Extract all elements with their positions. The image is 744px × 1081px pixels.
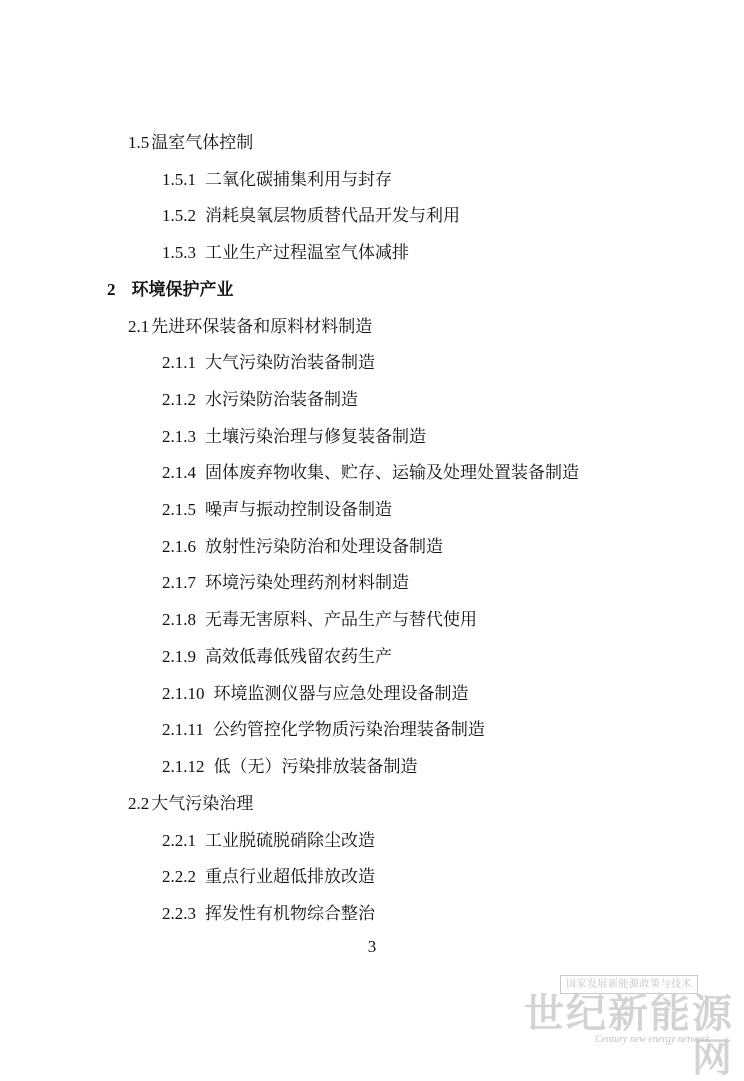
item-number: 1.5 <box>128 133 150 152</box>
item-text: 重点行业超低排放改造 <box>205 867 375 887</box>
toc-item-2-1-5 <box>162 499 392 521</box>
item-number: 2.1.12 <box>162 757 205 776</box>
toc-item-2-1-9 <box>162 646 392 668</box>
item-text: 大气污染治理 <box>151 794 254 814</box>
item-text: 水污染防治装备制造 <box>205 390 358 410</box>
item-text: 消耗臭氧层物质替代品开发与利用 <box>205 206 460 226</box>
item-text: 无毒无害原料、产品生产与替代使用 <box>205 610 477 630</box>
item-number: 2 <box>107 280 116 299</box>
item-text: 固体废弃物收集、贮存、运输及处理处置装备制造 <box>205 463 579 483</box>
item-text: 低（无）污染排放装备制造 <box>213 757 418 777</box>
item-text: 温室气体控制 <box>151 133 254 153</box>
toc-item-2-1-4 <box>162 462 579 484</box>
item-number: 2.1.4 <box>162 463 196 482</box>
item-text: 先进环保装备和原料材料制造 <box>151 317 373 337</box>
toc-item-2-1-6 <box>162 536 443 558</box>
item-text: 工业脱硫脱硝除尘改造 <box>205 831 375 851</box>
toc-item-2-1-8 <box>162 609 477 631</box>
item-number: 2.1.6 <box>162 537 196 556</box>
item-number: 2.2.2 <box>162 867 196 886</box>
item-text: 噪声与振动控制设备制造 <box>205 500 392 520</box>
item-number: 2.1.8 <box>162 610 196 629</box>
toc-item-2-1 <box>128 316 372 338</box>
toc-item-2-2-2 <box>162 866 375 888</box>
item-text: 环境污染处理药剂材料制造 <box>205 573 409 593</box>
item-text: 放射性污染防治和处理设备制造 <box>205 537 443 557</box>
page-number: 3 <box>367 937 377 956</box>
item-number: 2.2.1 <box>162 831 196 850</box>
watermark-subtitle: Century new energy network <box>595 1034 710 1045</box>
watermark-logo-text: 世纪新能源网 <box>524 990 734 1081</box>
toc-item-1-5-1 <box>162 169 392 191</box>
item-number: 2.1.11 <box>162 720 204 739</box>
item-text: 挥发性有机物综合整治 <box>205 904 375 924</box>
toc-item-2-1-7 <box>162 572 409 594</box>
toc-section-2 <box>107 279 234 301</box>
item-text: 工业生产过程温室气体减排 <box>205 243 409 263</box>
item-text: 环境保护产业 <box>131 280 234 300</box>
toc-item-2-1-3 <box>162 426 426 448</box>
item-number: 2.1.10 <box>162 684 205 703</box>
item-number: 2.1.5 <box>162 500 196 519</box>
toc-item-2-2 <box>128 793 253 815</box>
toc-item-2-2-3 <box>162 903 375 925</box>
item-number: 2.1.9 <box>162 647 196 666</box>
toc-item-2-1-12 <box>162 756 418 778</box>
item-number: 2.1 <box>128 317 150 336</box>
item-number: 2.2 <box>128 794 150 813</box>
item-number: 2.1.7 <box>162 573 196 592</box>
item-number: 1.5.2 <box>162 206 196 225</box>
item-number: 2.2.3 <box>162 904 196 923</box>
toc-item-2-1-11 <box>162 719 485 741</box>
toc-item-2-1-1 <box>162 352 375 374</box>
toc-item-1-5-3 <box>162 242 409 264</box>
item-text: 公约管控化学物质污染治理装备制造 <box>212 720 485 740</box>
item-text: 二氧化碳捕集利用与封存 <box>205 170 392 190</box>
item-text: 环境监测仪器与应急处理设备制造 <box>213 684 469 704</box>
item-number: 2.1.3 <box>162 427 196 446</box>
item-text: 土壤污染治理与修复装备制造 <box>205 427 426 447</box>
toc-item-1-5 <box>128 132 253 154</box>
toc-item-2-1-10 <box>162 683 469 705</box>
item-number: 1.5.3 <box>162 243 196 262</box>
item-text: 高效低毒低残留农药生产 <box>205 647 392 667</box>
item-number: 1.5.1 <box>162 170 196 189</box>
toc-item-2-1-2 <box>162 389 358 411</box>
toc-item-2-2-1 <box>162 830 375 852</box>
item-number: 2.1.1 <box>162 353 196 372</box>
toc-item-1-5-2 <box>162 205 460 227</box>
watermark-banner: 国家发展新能源政策与技术 <box>560 975 698 994</box>
item-text: 大气污染防治装备制造 <box>205 353 375 373</box>
item-number: 2.1.2 <box>162 390 196 409</box>
